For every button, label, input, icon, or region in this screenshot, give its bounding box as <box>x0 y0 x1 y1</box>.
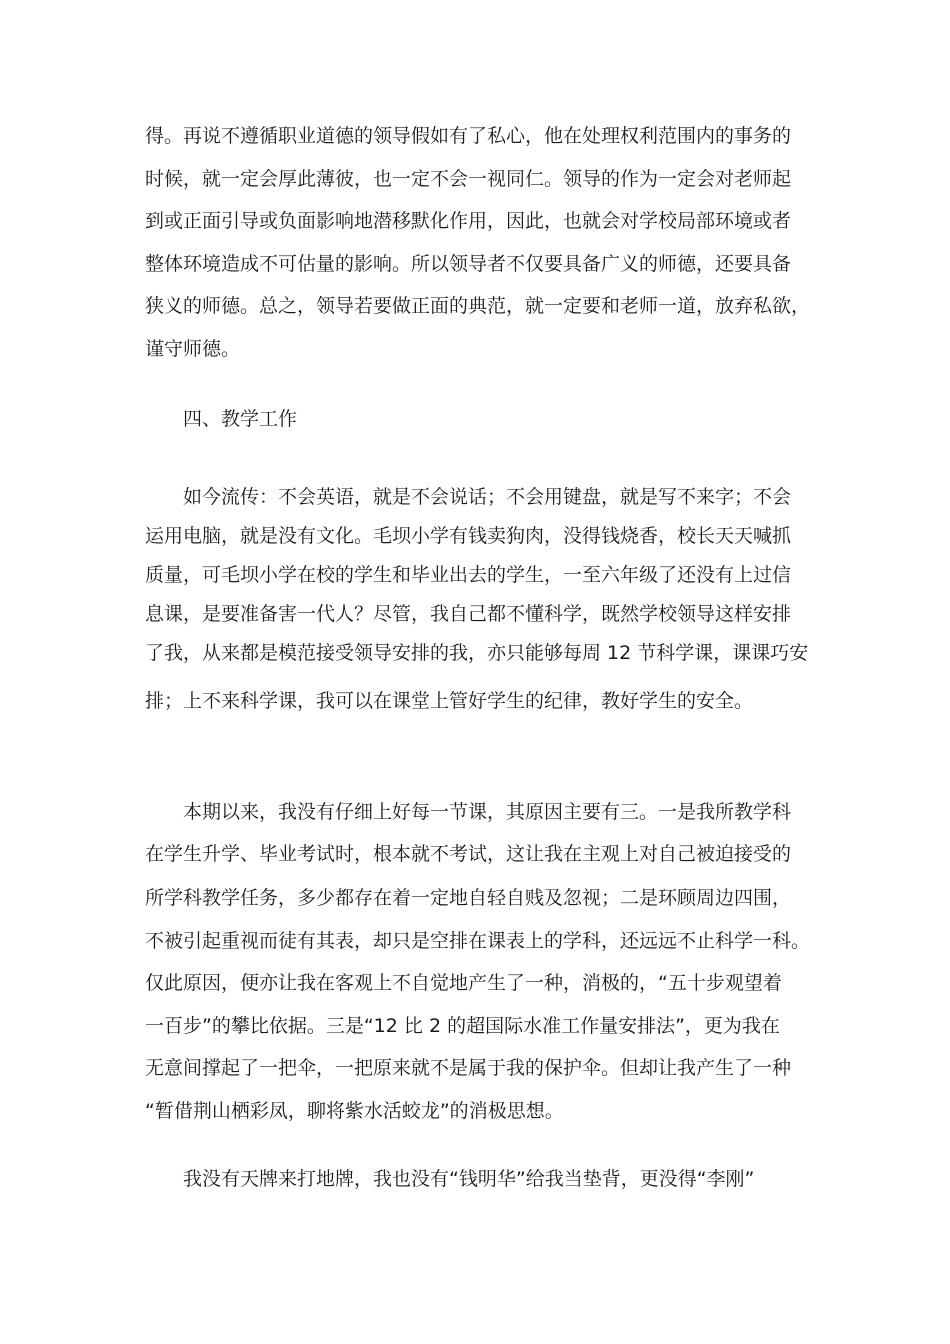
paragraph-3-line-2: 在学生升学、毕业考试时，根本就不考试，这让我在主观上对自己被迫接受的 <box>145 843 792 865</box>
paragraph-4-line-1: 我没有天牌来打地牌，我也没有“钱明华”给我当垫背，更没得“李刚” <box>183 1168 755 1190</box>
paragraph-3-line-4: 不被引起重视而徒有其表，却只是空排在课表上的学科，还远远不止科学一科。 <box>145 930 811 952</box>
paragraph-1-line-2: 时候，就一定会厚此薄彼，也一定不会一视同仁。领导的作为一定会对老师起 <box>145 168 792 190</box>
paragraph-3-line-5: 仅此原因，便亦让我在客观上不自觉地产生了一种，消极的，“五十步观望着 <box>145 972 782 994</box>
paragraph-3-line-8: “暂借荆山栖彩凤，聊将紫水活蛟龙”的消极思想。 <box>145 1100 564 1122</box>
paragraph-2-line-4: 息课，是要准备害一代人？尽管，我自己都不懂科学，既然学校领导这样安排 <box>145 603 792 625</box>
paragraph-1-line-6: 谨守师德。 <box>145 338 241 360</box>
paragraph-2-line-1: 如今流传：不会英语，就是不会说话；不会用键盘，就是写不来字；不会 <box>183 486 792 508</box>
paragraph-1-line-4: 整体环境造成不可估量的影响。所以领导者不仅要具备广义的师德，还要具备 <box>145 253 792 275</box>
section-heading: 四、教学工作 <box>183 408 298 430</box>
paragraph-3-line-3: 所学科教学任务，多少都存在着一定地自轻自贱及忽视；二是环顾周边四围， <box>145 887 792 909</box>
paragraph-1-line-5: 狭义的师德。总之，领导若要做正面的典范，就一定要和老师一道，放弃私欲， <box>145 295 811 317</box>
paragraph-2-line-2: 运用电脑，就是没有文化。毛坝小学有钱卖狗肉，没得钱烧香，校长天天喊抓 <box>145 525 792 547</box>
paragraph-2-line-6: 排；上不来科学课，我可以在课堂上管好学生的纪律，教好学生的安全。 <box>145 690 754 712</box>
paragraph-3-line-1: 本期以来，我没有仔细上好每一节课，其原因主要有三。一是我所教学科 <box>183 801 792 823</box>
paragraph-2-line-5: 了我，从来都是模范接受领导安排的我，亦只能够每周 12 节科学课，课课巧安 <box>145 642 809 664</box>
paragraph-3-line-6: 一百步”的攀比依据。三是“12 比 2 的超国际水准工作量安排法”，更为我在 <box>145 1015 780 1037</box>
paragraph-3-line-7: 无意间撑起了一把伞，一把原来就不是属于我的保护伞。但却让我产生了一种 <box>145 1057 792 1079</box>
paragraph-1-line-3: 到或正面引导或负面影响地潜移默化作用，因此，也就会对学校局部环境或者 <box>145 210 792 232</box>
paragraph-1-line-1: 得。再说不遵循职业道德的领导假如有了私心，他在处理权利范围内的事务的 <box>145 125 792 147</box>
paragraph-2-line-3: 质量，可毛坝小学在校的学生和毕业出去的学生，一至六年级了还没有上过信 <box>145 564 792 586</box>
